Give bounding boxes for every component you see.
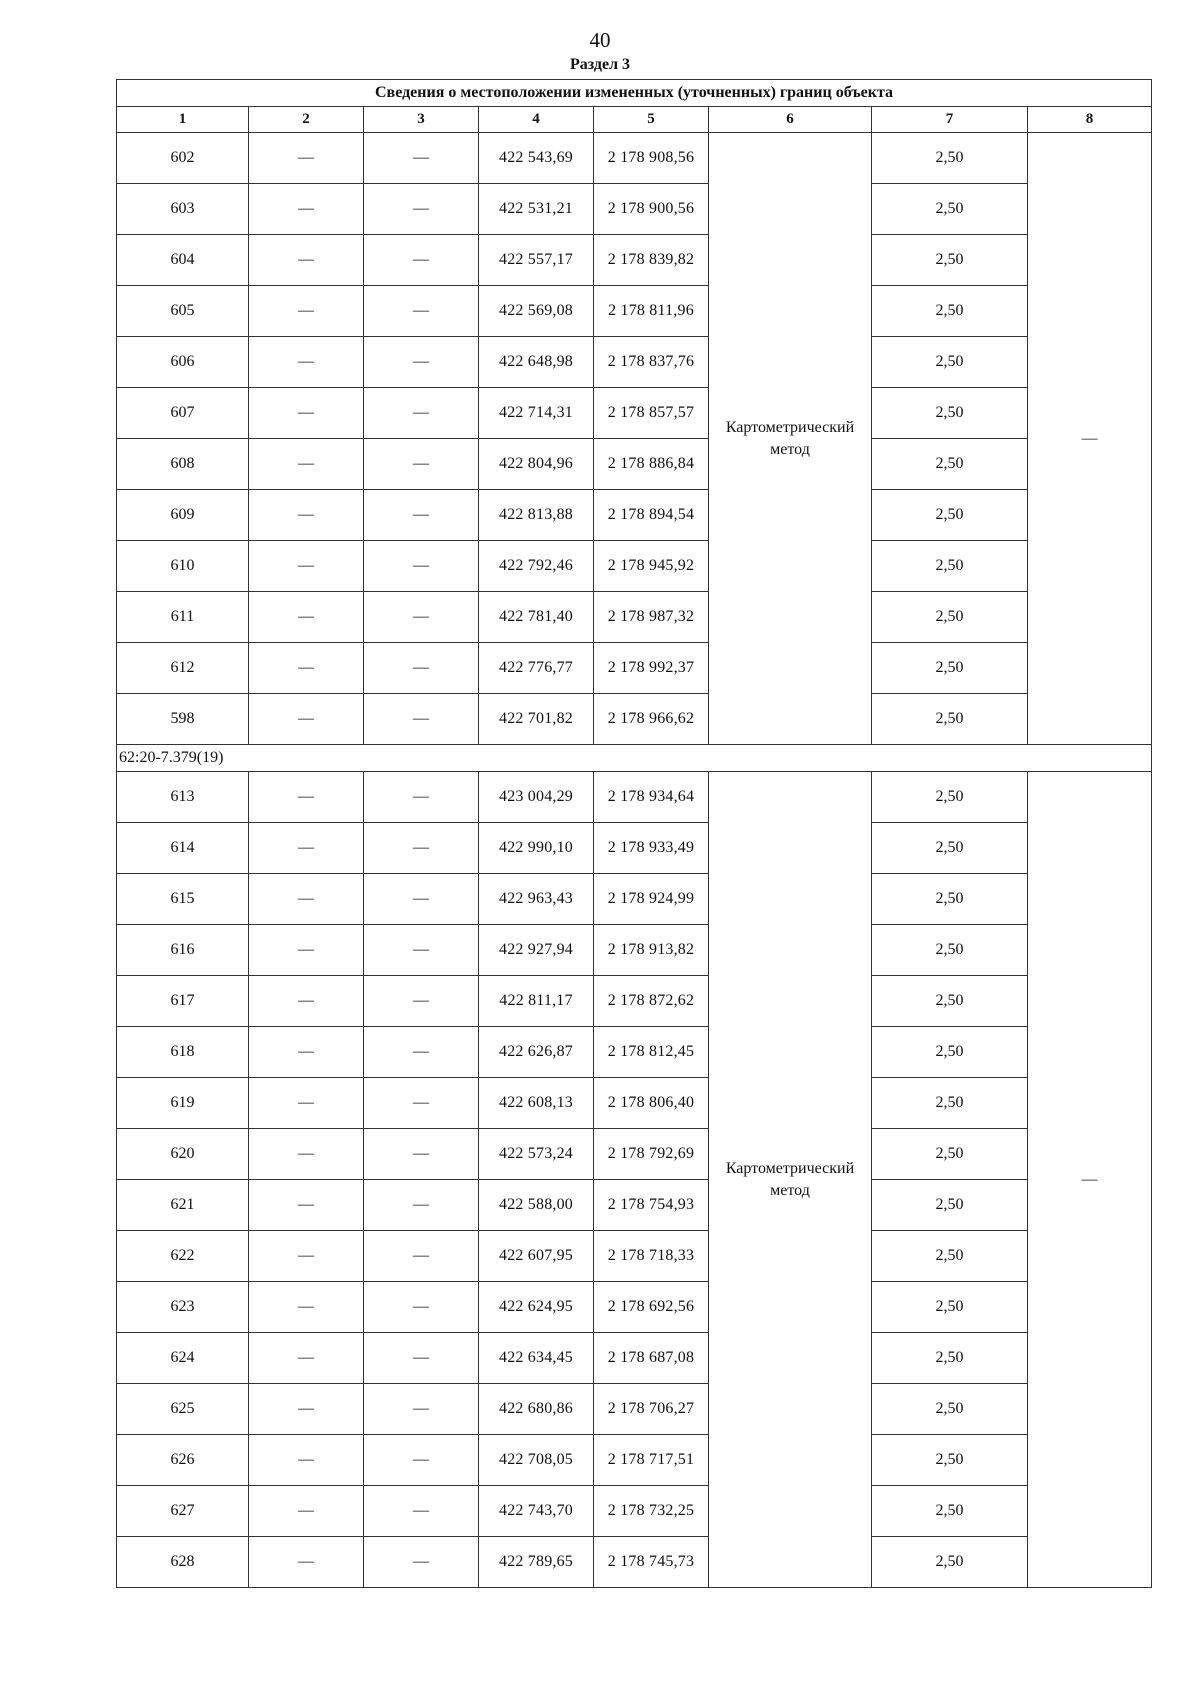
point-number: 609 — [117, 490, 249, 541]
table-body — [117, 133, 1152, 1588]
col2-value: — — [249, 133, 364, 184]
coord-x: 422 708,05 — [479, 1435, 594, 1486]
accuracy-value: 2,50 — [872, 1027, 1028, 1078]
table-row — [117, 1027, 1152, 1078]
point-number: 611 — [117, 592, 249, 643]
column-number: 1 — [117, 107, 249, 133]
col2-value: — — [249, 184, 364, 235]
section-title: Раздел 3 — [569, 56, 631, 73]
col3-value: — — [364, 874, 479, 925]
point-number: 602 — [117, 133, 249, 184]
coord-y: 2 178 792,69 — [594, 1129, 709, 1180]
method-cell: Картометрический метод — [709, 133, 872, 745]
coord-x: 422 743,70 — [479, 1486, 594, 1537]
coord-y: 2 178 945,92 — [594, 541, 709, 592]
cadastral-number: 62:20-7.379(19) — [117, 745, 1152, 772]
col2-value: — — [249, 694, 364, 745]
coord-x: 422 781,40 — [479, 592, 594, 643]
coord-y: 2 178 924,99 — [594, 874, 709, 925]
coord-x: 422 963,43 — [479, 874, 594, 925]
coord-y: 2 178 718,33 — [594, 1231, 709, 1282]
accuracy-value: 2,50 — [872, 976, 1028, 1027]
coord-y: 2 178 900,56 — [594, 184, 709, 235]
accuracy-value: 2,50 — [872, 1333, 1028, 1384]
accuracy-value: 2,50 — [872, 772, 1028, 823]
col8-value: — — [1028, 133, 1152, 745]
coord-y: 2 178 933,49 — [594, 823, 709, 874]
col2-value: — — [249, 592, 364, 643]
point-number: 626 — [117, 1435, 249, 1486]
point-number: 617 — [117, 976, 249, 1027]
accuracy-value: 2,50 — [872, 1537, 1028, 1588]
col3-value: — — [364, 694, 479, 745]
method-cell: Картометрический метод — [709, 772, 872, 1588]
column-number: 7 — [872, 107, 1028, 133]
col3-value: — — [364, 541, 479, 592]
coord-y: 2 178 966,62 — [594, 694, 709, 745]
col3-value: — — [364, 925, 479, 976]
table-row — [117, 1333, 1152, 1384]
coord-y: 2 178 872,62 — [594, 976, 709, 1027]
point-number: 622 — [117, 1231, 249, 1282]
col3-value: — — [364, 286, 479, 337]
coord-y: 2 178 886,84 — [594, 439, 709, 490]
coord-x: 422 573,24 — [479, 1129, 594, 1180]
coord-x: 422 927,94 — [479, 925, 594, 976]
point-number: 605 — [117, 286, 249, 337]
coord-y: 2 178 732,25 — [594, 1486, 709, 1537]
col2-value: — — [249, 235, 364, 286]
coord-x: 422 608,13 — [479, 1078, 594, 1129]
table-row — [117, 286, 1152, 337]
col3-value: — — [364, 1384, 479, 1435]
coord-y: 2 178 687,08 — [594, 1333, 709, 1384]
accuracy-value: 2,50 — [872, 235, 1028, 286]
table-row — [117, 1435, 1152, 1486]
col2-value: — — [249, 1384, 364, 1435]
col3-value: — — [364, 1435, 479, 1486]
col2-value: — — [249, 874, 364, 925]
accuracy-value: 2,50 — [872, 1486, 1028, 1537]
col2-value: — — [249, 337, 364, 388]
point-number: 608 — [117, 439, 249, 490]
col2-value: — — [249, 976, 364, 1027]
coord-y: 2 178 692,56 — [594, 1282, 709, 1333]
accuracy-value: 2,50 — [872, 1231, 1028, 1282]
col3-value: — — [364, 235, 479, 286]
coord-y: 2 178 837,76 — [594, 337, 709, 388]
point-number: 618 — [117, 1027, 249, 1078]
table-row — [117, 1486, 1152, 1537]
col2-value: — — [249, 439, 364, 490]
col3-value: — — [364, 1129, 479, 1180]
col2-value: — — [249, 541, 364, 592]
col2-value: — — [249, 1537, 364, 1588]
coord-x: 422 804,96 — [479, 439, 594, 490]
table-row — [117, 772, 1152, 823]
col3-value: — — [364, 1231, 479, 1282]
coord-x: 422 792,46 — [479, 541, 594, 592]
table-row — [117, 133, 1152, 184]
accuracy-value: 2,50 — [872, 1129, 1028, 1180]
col2-value: — — [249, 1486, 364, 1537]
table-row — [117, 235, 1152, 286]
column-number: 2 — [249, 107, 364, 133]
point-number: 606 — [117, 337, 249, 388]
accuracy-value: 2,50 — [872, 1078, 1028, 1129]
point-number: 624 — [117, 1333, 249, 1384]
coord-x: 422 557,17 — [479, 235, 594, 286]
coord-x: 422 776,77 — [479, 643, 594, 694]
table-row — [117, 1180, 1152, 1231]
coord-y: 2 178 894,54 — [594, 490, 709, 541]
table-row — [117, 1078, 1152, 1129]
col2-value: — — [249, 643, 364, 694]
table-row — [117, 1129, 1152, 1180]
coord-x: 422 789,65 — [479, 1537, 594, 1588]
coord-y: 2 178 717,51 — [594, 1435, 709, 1486]
point-number: 614 — [117, 823, 249, 874]
coord-x: 422 813,88 — [479, 490, 594, 541]
accuracy-value: 2,50 — [872, 1384, 1028, 1435]
accuracy-value: 2,50 — [872, 823, 1028, 874]
coord-x: 422 588,00 — [479, 1180, 594, 1231]
col2-value: — — [249, 772, 364, 823]
point-number: 627 — [117, 1486, 249, 1537]
col2-value: — — [249, 925, 364, 976]
coord-x: 422 624,95 — [479, 1282, 594, 1333]
table-row — [117, 694, 1152, 745]
table-row — [117, 1537, 1152, 1588]
accuracy-value: 2,50 — [872, 925, 1028, 976]
coord-y: 2 178 812,45 — [594, 1027, 709, 1078]
coord-y: 2 178 806,40 — [594, 1078, 709, 1129]
table-row — [117, 439, 1152, 490]
col3-value: — — [364, 337, 479, 388]
point-number: 625 — [117, 1384, 249, 1435]
table-row — [117, 874, 1152, 925]
accuracy-value: 2,50 — [872, 133, 1028, 184]
group-label-row — [117, 745, 1152, 772]
col2-value: — — [249, 388, 364, 439]
table-row — [117, 925, 1152, 976]
coord-x: 422 648,98 — [479, 337, 594, 388]
coord-y: 2 178 745,73 — [594, 1537, 709, 1588]
table-row — [117, 490, 1152, 541]
col3-value: — — [364, 1027, 479, 1078]
table-row — [117, 643, 1152, 694]
coord-x: 422 626,87 — [479, 1027, 594, 1078]
point-number: 621 — [117, 1180, 249, 1231]
col2-value: — — [249, 1027, 364, 1078]
point-number: 620 — [117, 1129, 249, 1180]
coordinates-table — [116, 79, 1152, 1588]
page-number: 40 — [589, 28, 611, 52]
coord-y: 2 178 706,27 — [594, 1384, 709, 1435]
col2-value: — — [249, 823, 364, 874]
col2-value: — — [249, 1231, 364, 1282]
table-row — [117, 541, 1152, 592]
point-number: 613 — [117, 772, 249, 823]
coord-y: 2 178 839,82 — [594, 235, 709, 286]
accuracy-value: 2,50 — [872, 1435, 1028, 1486]
point-number: 603 — [117, 184, 249, 235]
col2-value: — — [249, 490, 364, 541]
col8-value: — — [1028, 772, 1152, 1588]
col3-value: — — [364, 1537, 479, 1588]
coord-y: 2 178 857,57 — [594, 388, 709, 439]
col2-value: — — [249, 1435, 364, 1486]
column-number: 3 — [364, 107, 479, 133]
point-number: 612 — [117, 643, 249, 694]
coord-x: 422 543,69 — [479, 133, 594, 184]
col3-value: — — [364, 133, 479, 184]
table-row — [117, 976, 1152, 1027]
col3-value: — — [364, 772, 479, 823]
accuracy-value: 2,50 — [872, 874, 1028, 925]
table-row — [117, 1384, 1152, 1435]
accuracy-value: 2,50 — [872, 541, 1028, 592]
col3-value: — — [364, 1486, 479, 1537]
col3-value: — — [364, 1078, 479, 1129]
accuracy-value: 2,50 — [872, 694, 1028, 745]
table-row — [117, 337, 1152, 388]
coord-x: 422 607,95 — [479, 1231, 594, 1282]
col3-value: — — [364, 439, 479, 490]
point-number: 619 — [117, 1078, 249, 1129]
point-number: 607 — [117, 388, 249, 439]
col3-value: — — [364, 592, 479, 643]
column-number: 8 — [1028, 107, 1152, 133]
accuracy-value: 2,50 — [872, 1180, 1028, 1231]
coord-y: 2 178 913,82 — [594, 925, 709, 976]
col3-value: — — [364, 643, 479, 694]
accuracy-value: 2,50 — [872, 592, 1028, 643]
table-row — [117, 1282, 1152, 1333]
accuracy-value: 2,50 — [872, 643, 1028, 694]
coord-x: 422 680,86 — [479, 1384, 594, 1435]
coord-x: 422 701,82 — [479, 694, 594, 745]
accuracy-value: 2,50 — [872, 388, 1028, 439]
accuracy-value: 2,50 — [872, 1282, 1028, 1333]
column-number: 4 — [479, 107, 594, 133]
accuracy-value: 2,50 — [872, 337, 1028, 388]
coord-y: 2 178 908,56 — [594, 133, 709, 184]
point-number: 598 — [117, 694, 249, 745]
col3-value: — — [364, 388, 479, 439]
table-row — [117, 388, 1152, 439]
coord-x: 422 714,31 — [479, 388, 594, 439]
col2-value: — — [249, 1180, 364, 1231]
table-caption: Сведения о местоположении измененных (уточненных) границ объекта — [117, 80, 1152, 107]
accuracy-value: 2,50 — [872, 184, 1028, 235]
col2-value: — — [249, 1129, 364, 1180]
column-number: 5 — [594, 107, 709, 133]
coord-x: 422 990,10 — [479, 823, 594, 874]
accuracy-value: 2,50 — [872, 490, 1028, 541]
coord-x: 422 569,08 — [479, 286, 594, 337]
col3-value: — — [364, 823, 479, 874]
point-number: 610 — [117, 541, 249, 592]
point-number: 616 — [117, 925, 249, 976]
accuracy-value: 2,50 — [872, 439, 1028, 490]
coord-y: 2 178 934,64 — [594, 772, 709, 823]
coord-y: 2 178 811,96 — [594, 286, 709, 337]
point-number: 604 — [117, 235, 249, 286]
col3-value: — — [364, 1333, 479, 1384]
col2-value: — — [249, 1333, 364, 1384]
coord-y: 2 178 992,37 — [594, 643, 709, 694]
table-row — [117, 823, 1152, 874]
coord-x: 423 004,29 — [479, 772, 594, 823]
col2-value: — — [249, 1282, 364, 1333]
coord-y: 2 178 987,32 — [594, 592, 709, 643]
col2-value: — — [249, 286, 364, 337]
col3-value: — — [364, 184, 479, 235]
col2-value: — — [249, 1078, 364, 1129]
col3-value: — — [364, 490, 479, 541]
point-number: 628 — [117, 1537, 249, 1588]
col3-value: — — [364, 976, 479, 1027]
col3-value: — — [364, 1180, 479, 1231]
table-row — [117, 1231, 1152, 1282]
coord-y: 2 178 754,93 — [594, 1180, 709, 1231]
col3-value: — — [364, 1282, 479, 1333]
coord-x: 422 811,17 — [479, 976, 594, 1027]
coord-x: 422 634,45 — [479, 1333, 594, 1384]
point-number: 615 — [117, 874, 249, 925]
table-row — [117, 184, 1152, 235]
coord-x: 422 531,21 — [479, 184, 594, 235]
point-number: 623 — [117, 1282, 249, 1333]
table-row — [117, 592, 1152, 643]
column-number: 6 — [709, 107, 872, 133]
accuracy-value: 2,50 — [872, 286, 1028, 337]
